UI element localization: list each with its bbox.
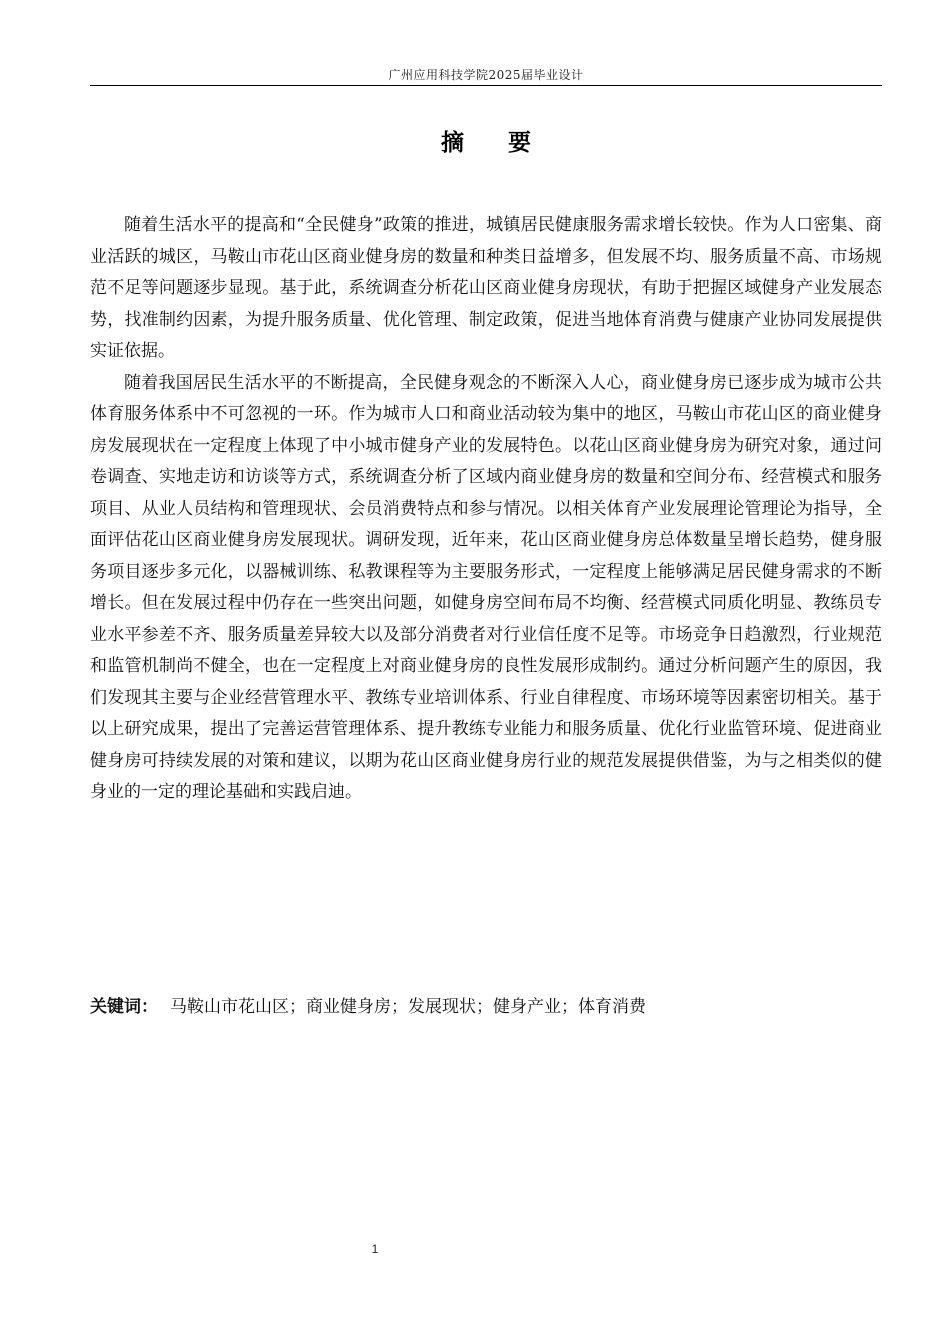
header-divider: [90, 85, 882, 86]
keywords-value: 马鞍山市花山区；商业健身房；发展现状；健身产业；体育消费: [170, 997, 646, 1017]
keywords-line: [90, 992, 882, 1023]
page-number: 1: [371, 1242, 379, 1256]
running-header: 广州应用科技学院2025届毕业设计: [388, 68, 584, 82]
abstract-body: [90, 210, 882, 809]
keywords-label: 关键词：: [90, 997, 158, 1017]
abstract-paragraph-1: 随着生活水平的提高和“全民健身”政策的推进，城镇居民健康服务需求增长较快。作为人口密集、商业活跃的城区，马鞍山市花山区商业健身房的数量和种类日益增多，但发展不均、服务质量不高、市场规范不足等问题逐步显现。基于此，系统调查分析花山区商业健身房现状，有助于把握区域健身产业发展态势，找准制约因素，为提升服务质量、优化管理、制定政策，促进当地体育消费与健康产业协同发展提供实证依据。: [90, 215, 882, 361]
abstract-paragraph-2: 随着我国居民生活水平的不断提高，全民健身观念的不断深入人心，商业健身房已逐步成为城市公共体育服务体系中不可忽视的一环。作为城市人口和商业活动较为集中的地区，马鞍山市花山区的商业健身房发展现状在一定程度上体现了中小城市健身产业的发展特色。以花山区商业健身房为研究对象，通过问卷调查、实地走访和访谈等方式，系统调查分析了区域内商业健身房的数量和空间分布、经营模式和服务项目、从业人员结构和管理现状、会员消费特点和参与情况。以相关体育产业发展理论管理论为指导，全面评估花山区商业健身房发展现状。调研发现，近年来，花山区商业健身房总体数量呈增长趋势，健身服务项目逐步多元化，以器械训练、私教课程等为主要服务形式，一定程度上能够满足居民健身需求的不断增长。但在发展过程中仍存在一些突出问题，如健身房空间布局不均衡、经营模式同质化明显、教练员专业水平参差不齐、服务质量差异较大以及部分消费者对行业信任度不足等。市场竞争日趋激烈，行业规范和监管机制尚不健全，也在一定程度上对商业健身房的良性发展形成制约。通过分析问题产生的原因，我们发现其主要与企业经营管理水平、教练专业培训体系、行业自律程度、市场环境等因素密切相关。基于以上研究成果，提出了完善运营管理体系、提升教练专业能力和服务质量、优化行业监管环境、促进商业健身房可持续发展的对策和建议，以期为花山区商业健身房行业的规范发展提供借鉴，为与之相类似的健身业的一定的理论基础和实践启迪。: [90, 372, 882, 802]
page-title: 摘要: [441, 130, 575, 156]
